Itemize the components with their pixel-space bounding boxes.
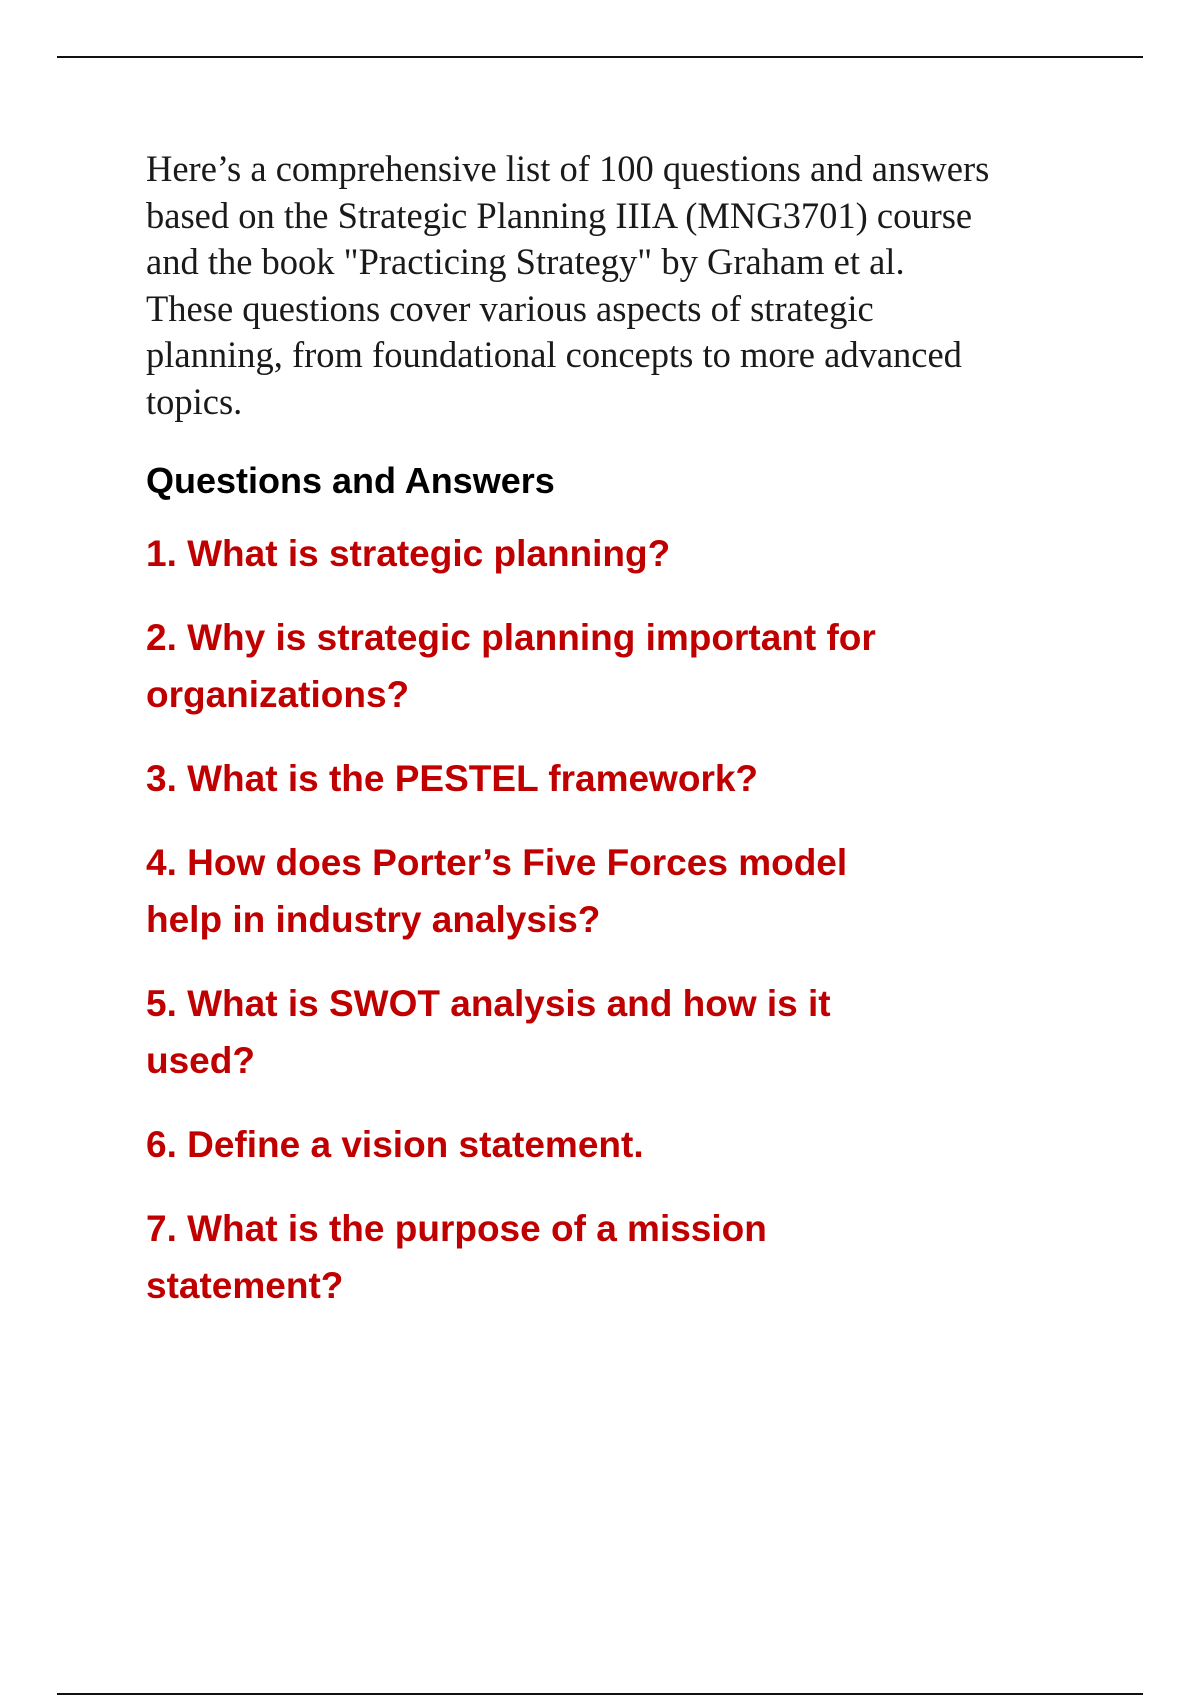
- question-item: 1. What is strategic planning?: [146, 533, 671, 574]
- intro-paragraph: Here’s a comprehensive list of 100 questions and answers based on the Strategic Planning IIIA (MNG3701) course and the book "Practicing Strategy" by Graham et al. These questions cover various aspects of strategic planning, from foundational concepts to more advanced topics.: [146, 148, 990, 422]
- question-item: 6. Define a vision statement.: [146, 1124, 644, 1165]
- question-item: 3. What is the PESTEL framework?: [146, 758, 759, 799]
- bottom-rule: [57, 1693, 1143, 1695]
- top-rule: [57, 56, 1143, 58]
- question-list: [146, 525, 1106, 1314]
- question-item: 4. How does Porter’s Five Forces model help in industry analysis?: [146, 842, 848, 940]
- question-item: 5. What is SWOT analysis and how is it used?: [146, 983, 831, 1081]
- question-item: 7. What is the purpose of a mission statement?: [146, 1208, 767, 1306]
- page-content: [146, 146, 1106, 1341]
- question-item: 2. Why is strategic planning important for organizations?: [146, 617, 876, 715]
- section-heading: Questions and Answers: [146, 460, 555, 501]
